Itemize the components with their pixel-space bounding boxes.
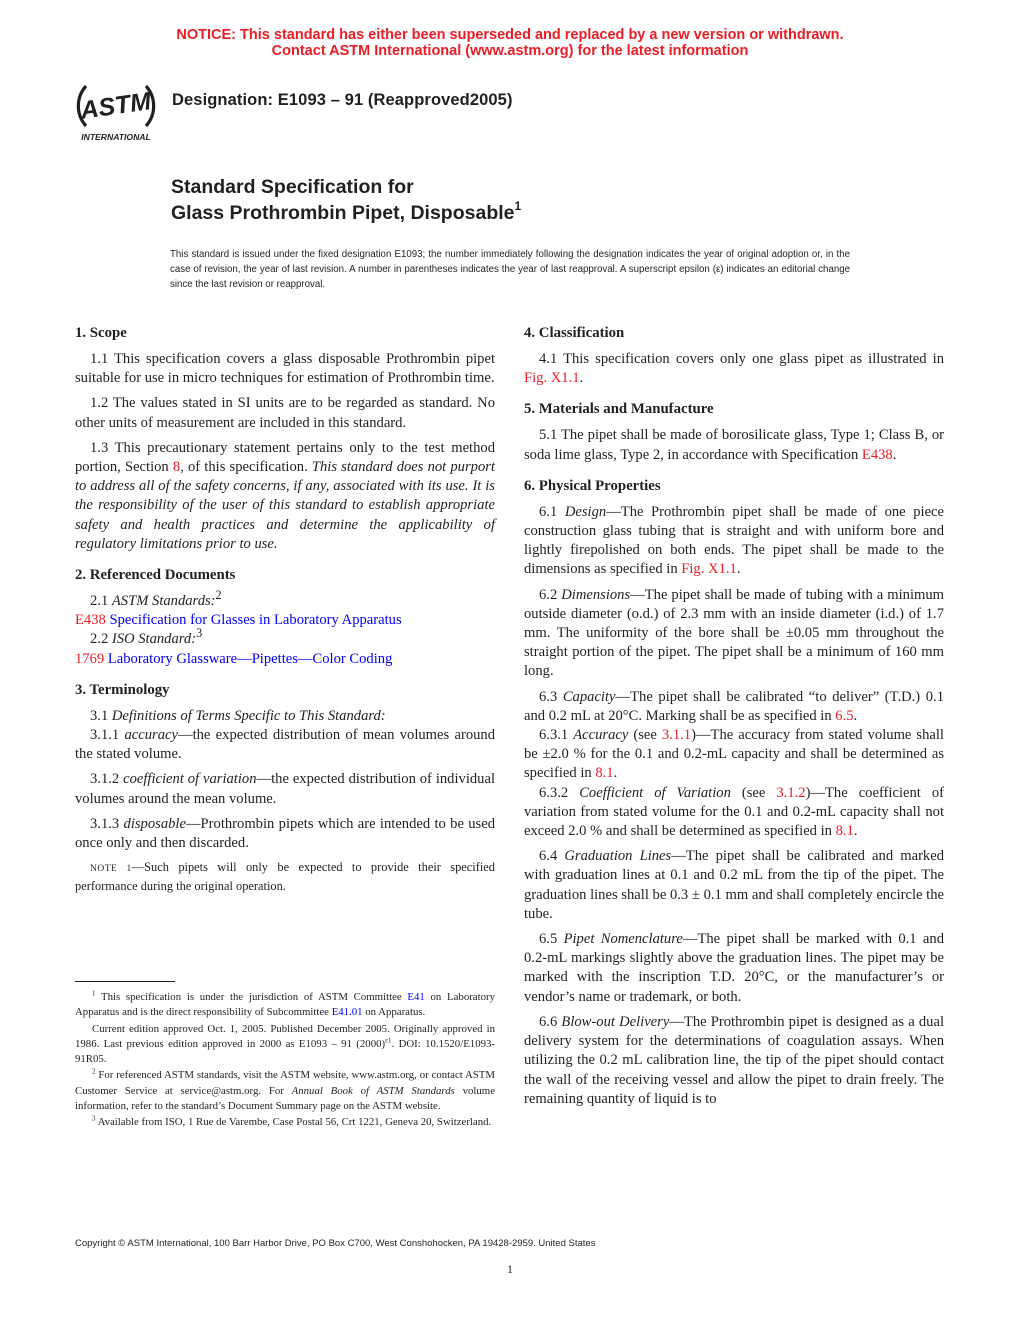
copyright-line: Copyright © ASTM International, 100 Barr Harbor Drive, PO Box C700, West Conshohocken, PA 19428-2959. United States [75, 1238, 596, 1249]
section-heading-scope: 1. Scope [75, 325, 127, 341]
paragraph-1-3: 1.3 This precautionary statement pertains only to the test method portion, Section 8, of this specification. This standard does not purport to address all of the safety concerns, if any, associated with its use. It is the responsibility of the user of this standard to establish appropriate safety and health practices and determine the applicability of regulatory limitations prior to use. [75, 439, 495, 552]
notice-line-2: Contact ASTM International (www.astm.org) for the latest information [271, 43, 749, 59]
footnote-3: $^3$ Available from ISO, 1 Rue de Varembe, Case Postal 56, Crt 1221, Geneva 20, Switzerland. [92, 1114, 492, 1129]
iso-1769-code-link[interactable]: 1769 [75, 650, 105, 667]
fig-x1-1-link[interactable]: Fig. X1.1 [524, 370, 580, 387]
section-heading-classification: 4. Classification [524, 325, 625, 341]
section-heading-physical-properties: 6. Physical Properties [524, 477, 661, 494]
paragraph-6-4: 6.4 Graduation Lines—The pipet shall be calibrated and marked with graduation lines at 0.1 and 0.2 mL from the tip of the pipet. The graduation lines shall be 0.3 ± 0.1 mm and shall completely encircle the tube. [524, 848, 944, 922]
paragraph-6-6: 6.6 Blow-out Delivery—The Prothrombin pipet is designed as a dual delivery system for the determinations of coagulation assays. When utilizing the 0.2 mL calibration line, the tip of the pipet should contact the wall of the receiving vessel and allow the pipet to drain freely. The remaining quantity of liquid is to [524, 1013, 945, 1107]
footnotes [75, 990, 495, 1132]
e438-link[interactable]: E438 [861, 446, 893, 463]
e438-code-link[interactable]: E438 [75, 612, 106, 629]
paragraph-6-3-2: 6.3.2 Coefficient of Variation (see 3.1.2)—The coefficient of variation from stated volume for the 0.1 and 0.2-mL capacity shall not exceed 2.0 % and shall be determined as specified in 8.1. [524, 784, 944, 840]
withdrawal-notice [0, 27, 1020, 59]
logo-subtext: INTERNATIONAL [81, 132, 151, 142]
title-line-2: Glass Prothrombin Pipet, Disposable$^1$ [171, 199, 522, 224]
paragraph-1-2: 1.2 The values stated in SI units are to be regarded as standard. No other units of measurement are included in this standard. [75, 395, 495, 431]
logo-text: ASTM [78, 87, 153, 125]
reference-iso-1769[interactable] [75, 650, 495, 669]
e438-title-link[interactable]: Specification for Glasses in Laboratory Apparatus [105, 612, 402, 629]
notice-line-1: NOTICE: This standard has either been superseded and replaced by a new version or withdrawn. [176, 27, 844, 43]
title-line-1: Standard Specification for [171, 176, 414, 198]
definition-disposable: 3.1.3 disposable—Prothrombin pipets which are intended to be used once only and then discarded. [75, 815, 495, 852]
note-1: NOTE 1—Such pipets will only be expected to provide their specified performance during the original operation. [75, 860, 495, 894]
left-column [75, 324, 495, 901]
definition-accuracy: 3.1.1 accuracy—the expected distribution of mean volumes around the stated volume. [75, 727, 496, 763]
designation: Designation: E1093 – 91 (Reapproved2005) [172, 91, 513, 109]
section-heading-materials: 5. Materials and Manufacture [524, 401, 714, 418]
paragraph-6-1: 6.1 Design—The Prothrombin pipet shall be made of one piece construction glass tubing that is straight and with uniform bore and lightly firepolished on both ends. The pipet shall be made to the dimensions as specified in Fig. X1.1. [524, 503, 945, 578]
paragraph-6-3: 6.3 Capacity—The pipet shall be calibrated “to deliver” (T.D.) 0.1 and 0.2 mL at 20°C. Marking shall be as specified in 6.5. [524, 688, 944, 724]
section-3-1-2-link[interactable]: 3.1.2 [776, 784, 806, 801]
section-8-link[interactable]: 8 [172, 459, 181, 476]
definition-coefficient-of-variation: 3.1.2 coefficient of variation—the expected distribution of individual volumes around the mean volume. [75, 771, 495, 807]
footnote-1-edition: Current edition approved Oct. 1, 2005. Published December 2005. Originally approved in 1986. Last previous edition approved in 2000 as E1093 – 91 $(2000)^{\varepsilon 1}$. DOI: 10.1520/E1093-91R05. [75, 1022, 495, 1066]
footnote-2: $^2$ For referenced ASTM standards, visit the ASTM website, www.astm.org, or contact ASTM Customer Service at service@astm.org. For Annual Book of ASTM Standards volume information, refer to the standard’s Document Summary page on the ASTM website. [75, 1067, 495, 1113]
paragraph-4-1: 4.1 This specification covers only one glass pipet as illustrated in Fig. X1.1. [524, 351, 944, 387]
paragraph-3-1: 3.1 Definitions of Terms Specific to This Standard: [90, 707, 386, 724]
section-8-1-link-2[interactable]: 8.1 [835, 823, 854, 840]
standard-issuance-note: This standard is issued under the fixed designation E1093; the number immediately following the designation indicates the year of original adoption or, in the case of revision, the year of last revision. A number in parentheses indicates the year of last reapproval. A superscript epsilon (ε) indicates an editorial change since the last revision or reapproval. [170, 249, 850, 290]
note-1-label: NOTE 1 [90, 864, 132, 875]
page-number: 1 [507, 1262, 513, 1276]
document-title [171, 174, 521, 226]
paragraph-6-5: 6.5 Pipet Nomenclature—The pipet shall be marked with 0.1 and 0.2-mL markings slightly above the graduation lines. The pipet may be marked with the inscription T.D. 20°C, or the manufacturer’s or vendor’s name or trademark, or both. [524, 931, 945, 1005]
section-3-1-1-link[interactable]: 3.1.1 [661, 727, 692, 744]
paragraph-1-1: 1.1 This specification covers a glass disposable Prothrombin pipet suitable for use in micro techniques for estimation of Prothrombin time. [75, 351, 495, 387]
paragraph-6-3-1: 6.3.1 Accuracy (see 3.1.1)—The accuracy from stated volume shall be ±2.0 % for the 0.1 and 0.2-mL capacity and shall be determined as specified in 8.1. [524, 727, 944, 782]
section-8-1-link[interactable]: 8.1 [595, 765, 614, 782]
paragraph-2-2: 2.2 ISO Standard:$^3$ [90, 626, 203, 648]
footnote-1: $^1$ This specification is under the jurisdiction of ASTM Committee E41 on Laboratory Apparatus and is the direct responsibility of Subcommittee E41.01 on Apparatus. [75, 989, 495, 1019]
right-column [524, 324, 944, 1115]
iso-1769-title-link[interactable]: Laboratory Glassware—Pipettes—Color Coding [104, 650, 393, 667]
title-footnote-mark[interactable]: 1 [514, 199, 522, 213]
astm-logo [70, 72, 162, 144]
section-heading-referenced-documents: 2. Referenced Documents [75, 567, 236, 584]
paragraph-6-2: 6.2 Dimensions—The pipet shall be made of tubing with a minimum outside diameter (o.d.) of 2.3 mm with an inside diameter (i.d.) of 1.7 mm. The uniformity of the bore shall be ±0.05 mm throughout the straight portion of the pipet. The pipet shall be a minimum of 160 mm long. [524, 586, 945, 680]
reference-e438[interactable] [75, 611, 495, 630]
footnote-divider [75, 981, 175, 982]
fig-x1-1-link-2[interactable]: Fig. X1.1 [681, 561, 737, 578]
paragraph-5-1: 5.1 The pipet shall be made of borosilicate glass, Type 1; Class B, or soda lime glass, Type 2, in accordance with Specification E438. [524, 427, 944, 463]
e41-link[interactable]: E41 [407, 991, 425, 1003]
paragraph-2-1: 2.1 ASTM Standards:$^2$ [90, 588, 222, 610]
e41-01-link[interactable]: E41.01 [331, 1006, 363, 1019]
section-heading-terminology: 3. Terminology [75, 681, 170, 698]
section-6-5-link[interactable]: 6.5 [835, 707, 854, 724]
